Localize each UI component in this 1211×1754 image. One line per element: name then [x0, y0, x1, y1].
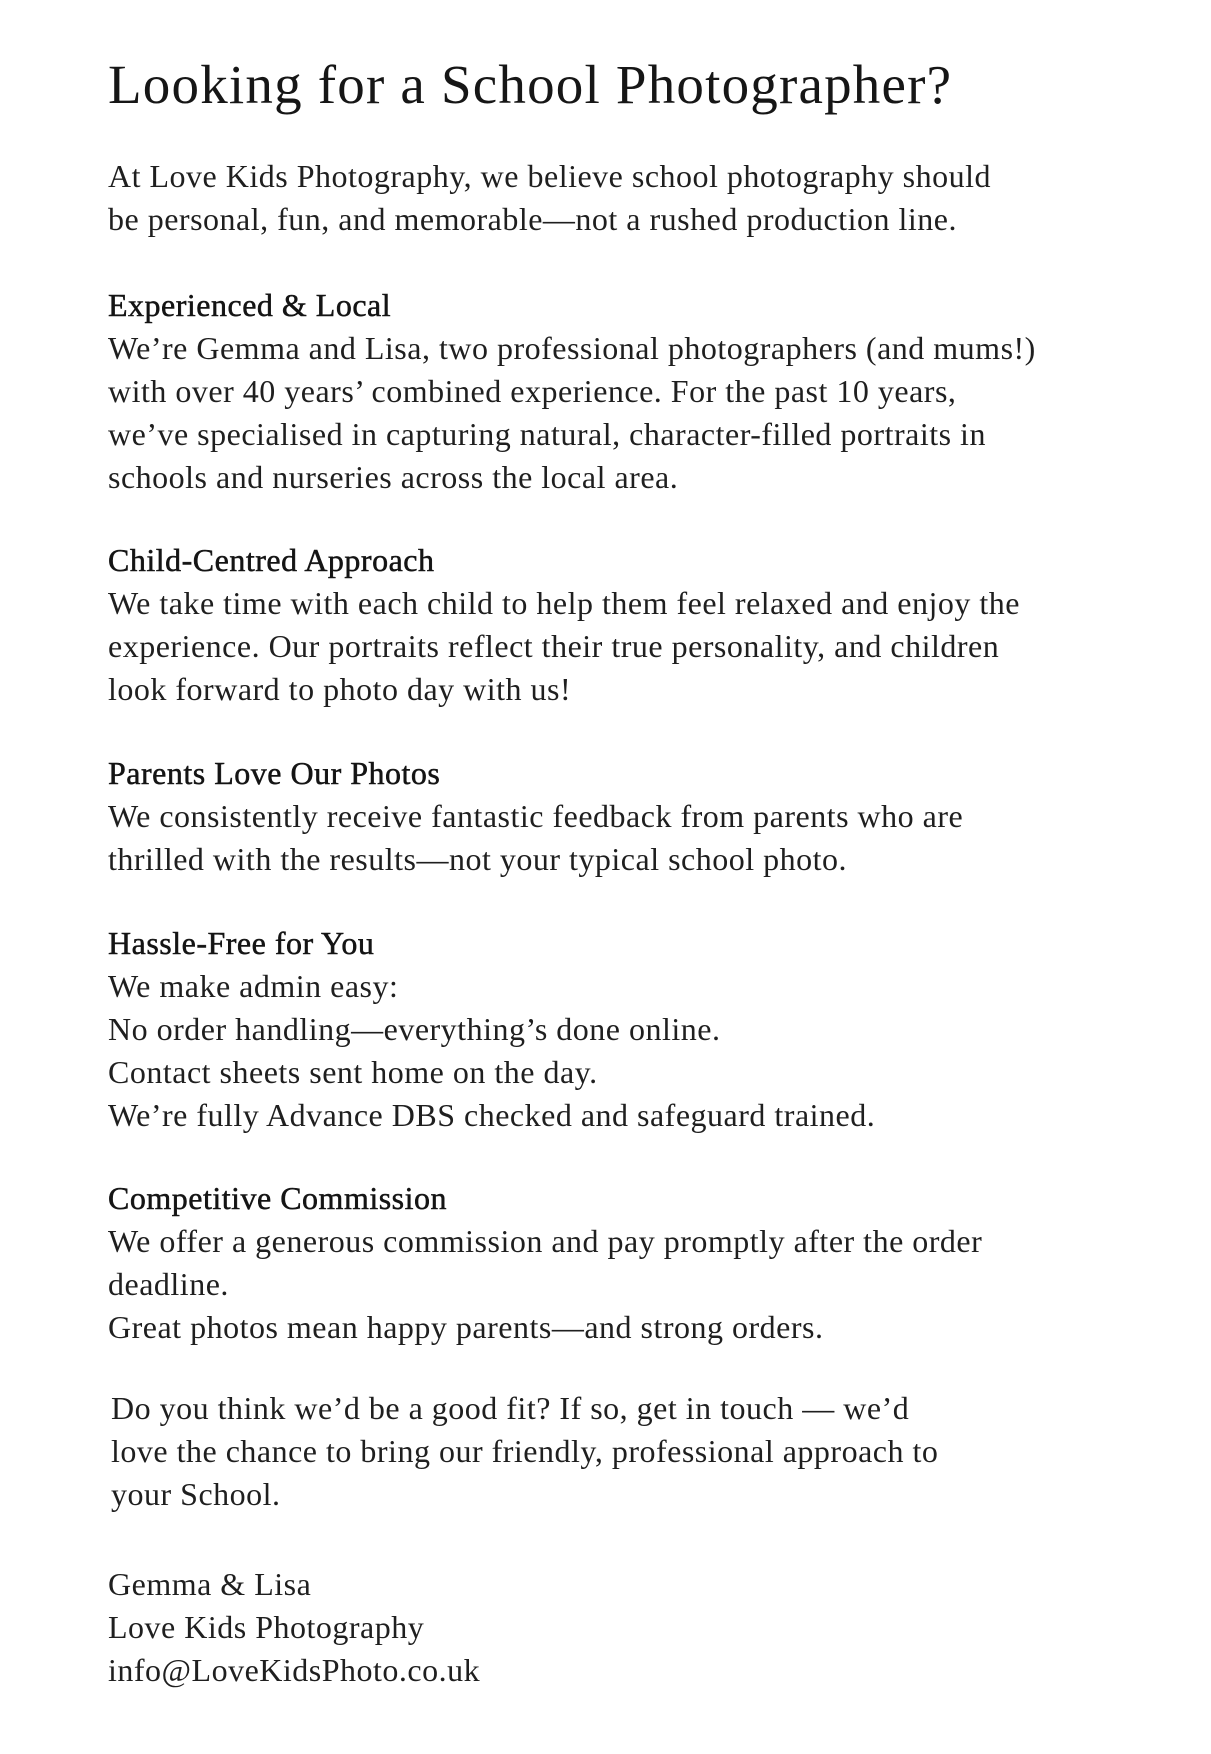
- section-heading: Experienced & Local: [108, 287, 392, 323]
- section-line: we’ve specialised in capturing natural, character-filled portraits in: [108, 416, 986, 452]
- section-child-centred-approach: [108, 539, 1020, 711]
- section-line: deadline.: [108, 1266, 229, 1302]
- section-line: Great photos mean happy parents—and strong orders.: [108, 1309, 824, 1345]
- signature: [108, 1563, 480, 1692]
- page-title: Looking for a School Photographer?: [108, 54, 953, 115]
- contact-email[interactable]: info@LoveKidsPhoto.co.uk: [108, 1652, 481, 1688]
- section-heading: Parents Love Our Photos: [108, 755, 441, 791]
- section-line: thrilled with the results—not your typical school photo.: [108, 841, 848, 877]
- section-line: No order handling—everything’s done online.: [108, 1011, 721, 1047]
- section-line: look forward to photo day with us!: [108, 671, 572, 707]
- section-line: with over 40 years’ combined experience. For the past 10 years,: [108, 373, 957, 409]
- section-line: We make admin easy:: [108, 968, 399, 1004]
- closing-line: Do you think we’d be a good fit? If so, get in touch — we’d: [111, 1390, 910, 1426]
- section-line: We offer a generous commission and pay promptly after the order: [108, 1223, 983, 1259]
- section-line: We consistently receive fantastic feedback from parents who are: [108, 798, 964, 834]
- section-competitive-commission: [108, 1177, 982, 1349]
- section-experienced-local: [108, 284, 1036, 499]
- section-line: Contact sheets sent home on the day.: [108, 1054, 598, 1090]
- section-line: We take time with each child to help them feel relaxed and enjoy the: [108, 585, 1020, 621]
- section-heading: Child-Centred Approach: [108, 542, 435, 578]
- intro-line: be personal, fun, and memorable—not a rushed production line.: [108, 201, 957, 237]
- section-heading: Hassle-Free for You: [108, 925, 375, 961]
- signature-names: Gemma & Lisa: [108, 1566, 312, 1602]
- section-line: We’re fully Advance DBS checked and safeguard trained.: [108, 1097, 876, 1133]
- section-hassle-free: [108, 922, 875, 1137]
- section-line: schools and nurseries across the local area.: [108, 459, 679, 495]
- section-parents-love-our-photos: [108, 752, 963, 881]
- closing-line: love the chance to bring our friendly, professional approach to: [111, 1433, 939, 1469]
- section-line: We’re Gemma and Lisa, two professional photographers (and mums!): [108, 330, 1036, 366]
- signature-company: Love Kids Photography: [108, 1609, 425, 1645]
- closing-paragraph: [111, 1387, 938, 1516]
- section-line: experience. Our portraits reflect their true personality, and children: [108, 628, 1000, 664]
- intro-line: At Love Kids Photography, we believe school photography should: [108, 158, 992, 194]
- closing-line: your School.: [111, 1476, 281, 1512]
- intro-paragraph: [108, 155, 991, 241]
- section-heading: Competitive Commission: [108, 1180, 448, 1216]
